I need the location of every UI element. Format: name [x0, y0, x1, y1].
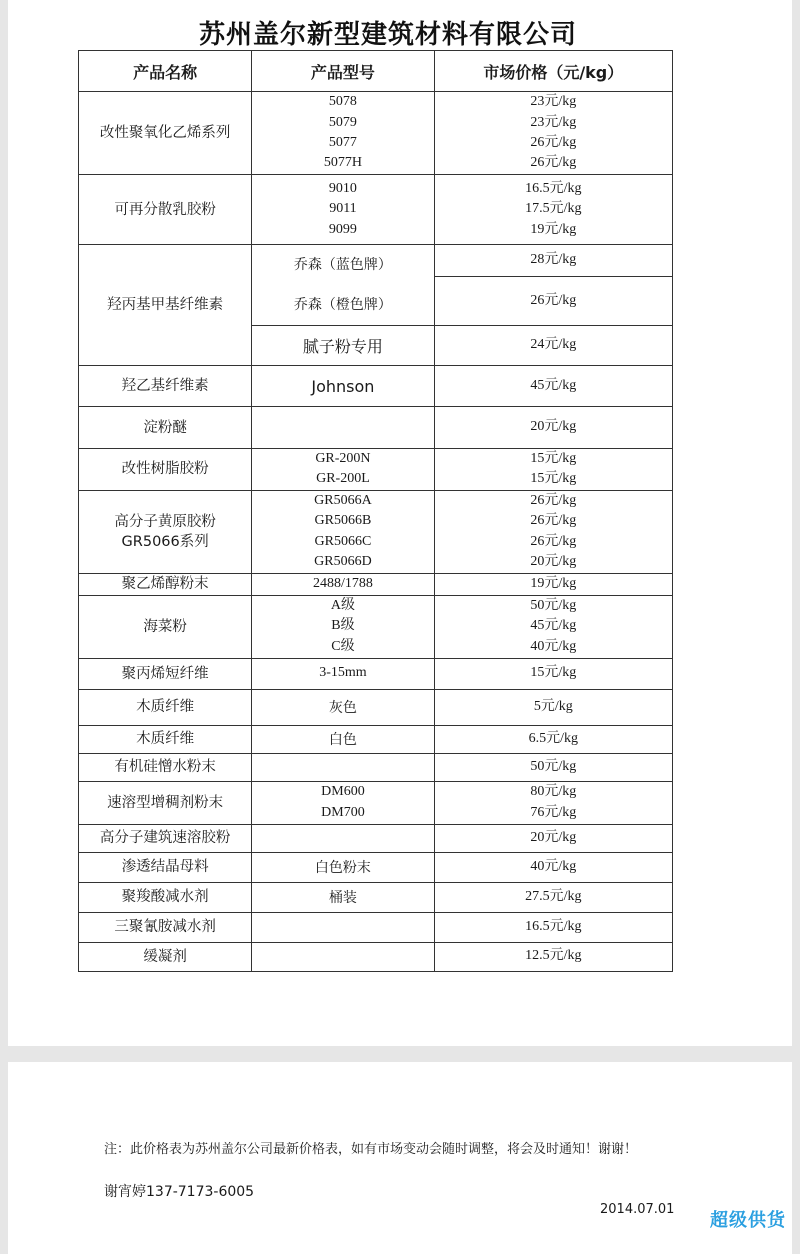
product-name: 羟丙基甲基纤维素 — [79, 245, 252, 366]
table-row — [79, 407, 673, 449]
product-name: 高分子黄原胶粉 GR5066系列 — [79, 490, 252, 573]
header-market-price: 市场价格（元/kg） — [434, 51, 672, 92]
product-name: 海菜粉 — [79, 595, 252, 658]
product-prices: 50元/kg 45元/kg 40元/kg — [434, 595, 672, 658]
product-model: 2488/1788 — [252, 573, 434, 595]
product-model — [252, 753, 434, 781]
table-row — [79, 573, 673, 595]
product-name: 木质纤维 — [79, 725, 252, 753]
product-price: 20元/kg — [434, 407, 672, 449]
product-price: 6.5元/kg — [434, 725, 672, 753]
product-price: 50元/kg — [434, 753, 672, 781]
table-row — [79, 824, 673, 852]
product-price: 19元/kg — [434, 573, 672, 595]
product-price: 40元/kg — [434, 852, 672, 882]
table-row — [79, 753, 673, 781]
product-price: 24元/kg — [434, 326, 672, 366]
table-header-row — [79, 51, 673, 92]
table-row — [79, 689, 673, 725]
product-name: 有机硅憎水粉末 — [79, 753, 252, 781]
product-models: A级 B级 C级 — [252, 595, 434, 658]
table-row — [79, 366, 673, 407]
table-row — [79, 490, 673, 573]
product-name: 聚丙烯短纤维 — [79, 658, 252, 689]
product-prices: 15元/kg 15元/kg — [434, 449, 672, 491]
product-models: 9010 9011 9099 — [252, 175, 434, 245]
header-product-name: 产品名称 — [79, 51, 252, 92]
company-title: 苏州盖尔新型建筑材料有限公司 — [198, 20, 577, 50]
table-row — [79, 912, 673, 942]
table-row — [79, 92, 673, 175]
product-name: 可再分散乳胶粉 — [79, 175, 252, 245]
product-price: 12.5元/kg — [434, 942, 672, 971]
product-price: 26元/kg — [434, 276, 672, 325]
product-model: 灰色 — [252, 689, 434, 725]
product-name: 缓凝剂 — [79, 942, 252, 971]
product-name: 速溶型增稠剂粉末 — [79, 781, 252, 824]
table-row — [79, 781, 673, 824]
product-model — [252, 912, 434, 942]
product-models: DM600 DM700 — [252, 781, 434, 824]
product-models: GR-200N GR-200L — [252, 449, 434, 491]
sheet-date: 2014.07.01 — [600, 1202, 675, 1217]
price-note: 注：此价格表为苏州盖尔公司最新价格表，如有市场变动会随时调整，将会及时通知！谢谢！ — [104, 1142, 638, 1157]
product-model: 白色 — [252, 725, 434, 753]
product-name: 改性树脂胶粉 — [79, 449, 252, 491]
product-price: 20元/kg — [434, 824, 672, 852]
table-row — [79, 942, 673, 971]
product-price: 15元/kg — [434, 658, 672, 689]
product-prices: 16.5元/kg 17.5元/kg 19元/kg — [434, 175, 672, 245]
product-model: 3-15mm — [252, 658, 434, 689]
product-name: 聚羧酸减水剂 — [79, 882, 252, 912]
price-table — [78, 50, 673, 972]
table-row — [79, 658, 673, 689]
product-price: 16.5元/kg — [434, 912, 672, 942]
product-model: 桶装 — [252, 882, 434, 912]
table-row — [79, 175, 673, 245]
product-name: 聚乙烯醇粉末 — [79, 573, 252, 595]
product-price: 5元/kg — [434, 689, 672, 725]
table-row — [79, 852, 673, 882]
product-name: 改性聚氧化乙烯系列 — [79, 92, 252, 175]
product-model — [252, 407, 434, 449]
product-model: 腻子粉专用 — [252, 326, 434, 366]
table-row — [79, 595, 673, 658]
product-name: 高分子建筑速溶胶粉 — [79, 824, 252, 852]
product-models: GR5066A GR5066B GR5066C GR5066D — [252, 490, 434, 573]
product-model — [252, 942, 434, 971]
watermark: 超级供货 — [710, 1210, 786, 1231]
product-name: 羟乙基纤维素 — [79, 366, 252, 407]
product-name: 木质纤维 — [79, 689, 252, 725]
product-model: Johnson — [252, 366, 434, 407]
product-prices: 26元/kg 26元/kg 26元/kg 20元/kg — [434, 490, 672, 573]
product-price: 28元/kg — [434, 245, 672, 277]
product-model: 白色粉末 — [252, 852, 434, 882]
table-row — [79, 882, 673, 912]
product-price: 27.5元/kg — [434, 882, 672, 912]
contact-info: 谢宵婷137-7173-6005 — [104, 1184, 255, 1200]
product-name: 渗透结晶母料 — [79, 852, 252, 882]
price-sheet-page-2 — [8, 1062, 792, 1254]
product-name: 三聚氰胺减水剂 — [79, 912, 252, 942]
product-model — [252, 824, 434, 852]
header-product-model: 产品型号 — [252, 51, 434, 92]
product-prices: 80元/kg 76元/kg — [434, 781, 672, 824]
product-name: 淀粉醚 — [79, 407, 252, 449]
table-row — [79, 725, 673, 753]
product-price: 45元/kg — [434, 366, 672, 407]
product-models: 5078 5079 5077 5077H — [252, 92, 434, 175]
table-row — [79, 449, 673, 491]
product-models: 乔森（蓝色牌） 乔森（橙色牌） — [252, 245, 434, 326]
table-row — [79, 245, 673, 277]
price-sheet-page-1 — [8, 0, 792, 1046]
product-prices: 23元/kg 23元/kg 26元/kg 26元/kg — [434, 92, 672, 175]
